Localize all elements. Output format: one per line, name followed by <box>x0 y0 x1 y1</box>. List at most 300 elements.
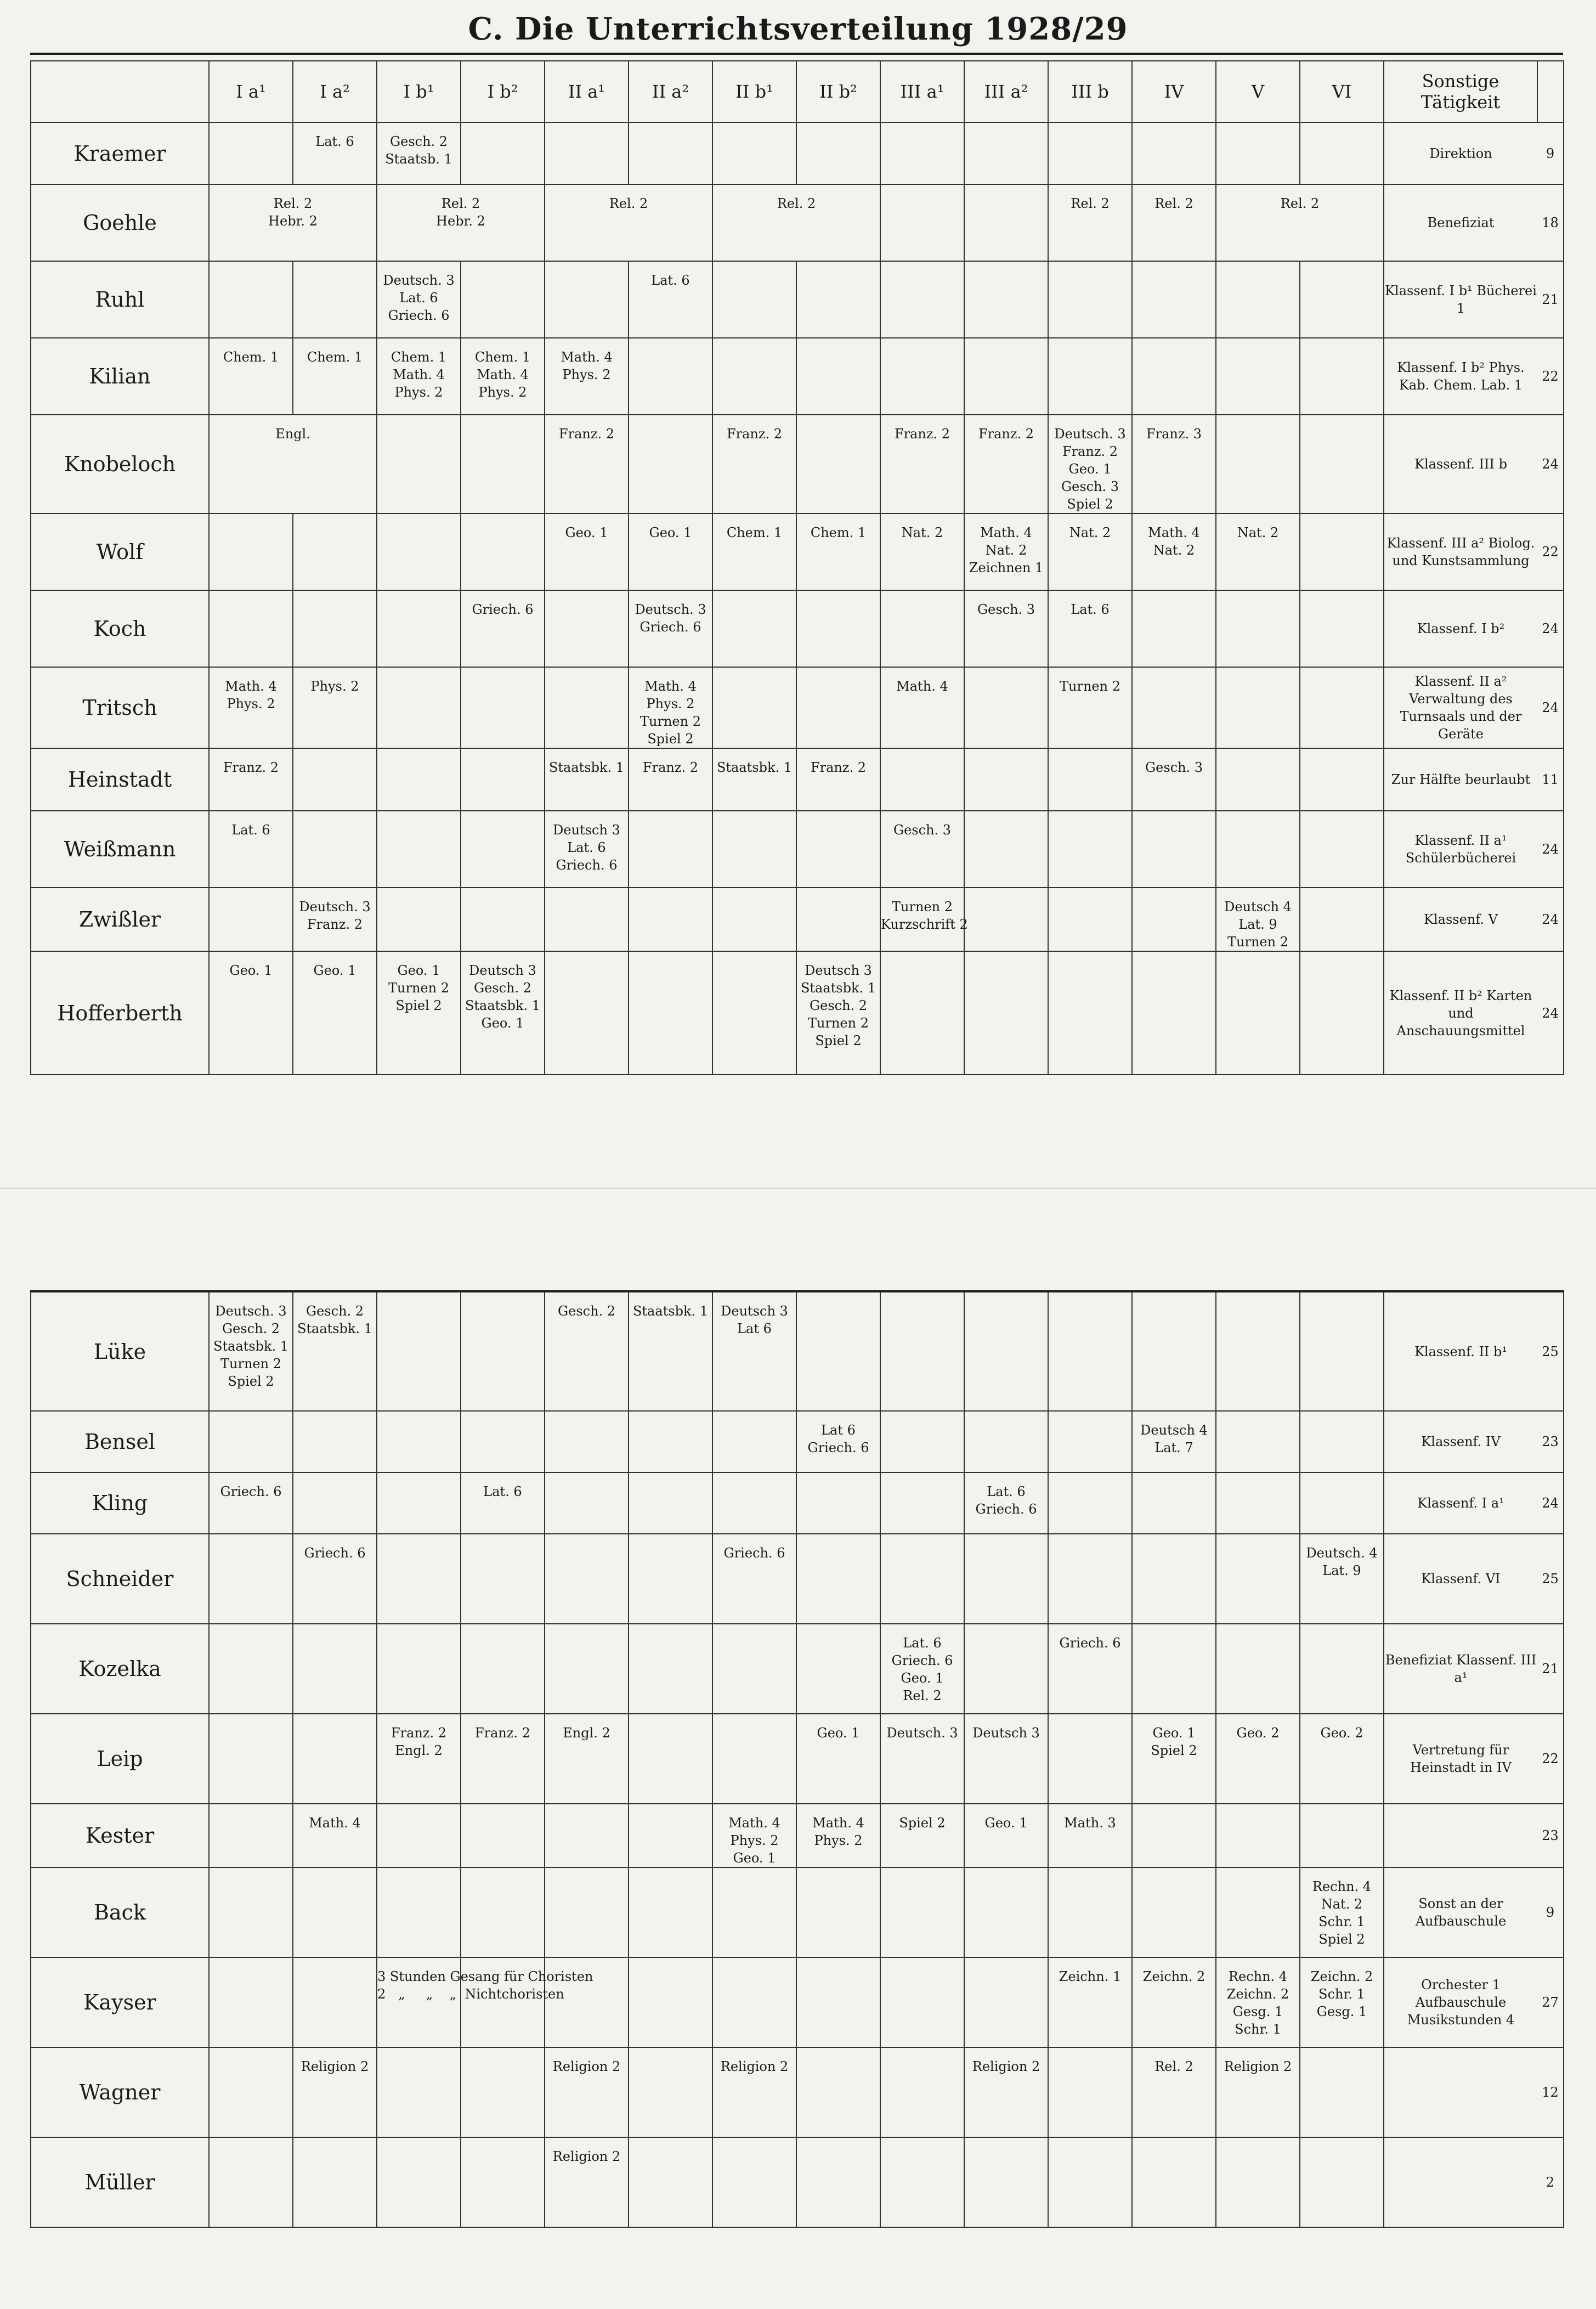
subject-cell: Lat. 6 <box>461 1472 545 1534</box>
total-header <box>1537 61 1564 122</box>
subject-cell <box>1216 1804 1300 1867</box>
subject-cell <box>796 1534 880 1624</box>
subject-cell <box>1216 1534 1300 1624</box>
subject-cell: Geo. 1 <box>964 1804 1048 1867</box>
subject-cell <box>1132 811 1216 888</box>
subject-cell <box>964 184 1048 261</box>
subject-cell <box>1300 811 1384 888</box>
subject-cell <box>1048 338 1132 415</box>
subject-cell <box>1132 1534 1216 1624</box>
subject-cell: Turnen 2 Kurzschrift 2 <box>880 888 964 951</box>
teacher-name: Back <box>31 1867 209 1957</box>
subject-cell: Deutsch. 3 <box>880 1714 964 1804</box>
hours-total: 2 <box>1537 2137 1564 2227</box>
subject-cell <box>629 122 712 184</box>
subject-cell: Math. 4 <box>880 667 964 748</box>
page-title: C. Die Unterrichtsverteilung 1928/29 <box>468 11 1128 47</box>
teacher-name: Koch <box>31 590 209 667</box>
subject-cell <box>461 2137 545 2227</box>
subject-cell <box>964 338 1048 415</box>
hours-total: 21 <box>1537 1624 1564 1714</box>
other-duty <box>1384 1804 1537 1867</box>
subject-cell <box>1300 1624 1384 1714</box>
hours-total: 9 <box>1537 1867 1564 1957</box>
subject-cell <box>1132 122 1216 184</box>
subject-cell <box>377 2137 461 2227</box>
teacher-name: Bensel <box>31 1411 209 1472</box>
other-duty: Klassenf. II b¹ <box>1384 1291 1537 1411</box>
subject-cell <box>712 1714 796 1804</box>
subject-cell <box>1048 2047 1132 2137</box>
subject-cell <box>209 513 293 590</box>
subject-cell: Rel. 2 <box>712 184 880 261</box>
subject-cell <box>293 513 377 590</box>
subject-cell <box>1132 590 1216 667</box>
teacher-name: Wagner <box>31 2047 209 2137</box>
subject-cell <box>1216 2137 1300 2227</box>
subject-cell: Franz. 2 Engl. 2 <box>377 1714 461 1804</box>
subject-cell <box>796 122 880 184</box>
subject-cell <box>461 513 545 590</box>
subject-cell <box>964 951 1048 1075</box>
hours-total: 24 <box>1537 667 1564 748</box>
subject-cell <box>796 2047 880 2137</box>
subject-cell <box>293 1714 377 1804</box>
hours-total: 24 <box>1537 1472 1564 1534</box>
subject-cell <box>629 1714 712 1804</box>
subject-cell <box>629 811 712 888</box>
teacher-name: Leip <box>31 1714 209 1804</box>
teacher-name: Heinstadt <box>31 748 209 811</box>
hours-total: 22 <box>1537 338 1564 415</box>
subject-cell <box>1300 951 1384 1075</box>
subject-cell: Rel. 2 Hebr. 2 <box>377 184 545 261</box>
hours-total: 24 <box>1537 811 1564 888</box>
subject-cell: Deutsch 3 Staatsbk. 1 Gesch. 2 Turnen 2 Spiel 2 <box>796 951 880 1075</box>
subject-cell <box>209 261 293 338</box>
subject-cell <box>461 2047 545 2137</box>
subject-cell <box>964 122 1048 184</box>
subject-cell: Rel. 2 <box>545 184 712 261</box>
subject-cell <box>377 888 461 951</box>
subject-cell <box>461 811 545 888</box>
subject-cell: Gesch. 3 <box>1132 748 1216 811</box>
subject-cell <box>1048 261 1132 338</box>
subject-cell: Phys. 2 <box>293 667 377 748</box>
hours-total: 22 <box>1537 1714 1564 1804</box>
column-header: II a² <box>629 61 712 122</box>
subject-cell <box>712 1472 796 1534</box>
hours-total: 11 <box>1537 748 1564 811</box>
subject-cell <box>1216 667 1300 748</box>
subject-cell <box>545 1534 629 1624</box>
teacher-row <box>31 1534 1564 1624</box>
subject-cell <box>880 261 964 338</box>
other-duty: Klassenf. II a² Verwaltung des Turnsaals und der Geräte <box>1384 667 1537 748</box>
subject-cell: Chem. 1 <box>712 513 796 590</box>
subject-cell <box>629 1957 712 2047</box>
subject-cell <box>1132 1291 1216 1411</box>
subject-cell <box>880 2047 964 2137</box>
subject-cell: Lat. 6 <box>209 811 293 888</box>
subject-cell <box>964 1534 1048 1624</box>
teacher-name: Hofferberth <box>31 951 209 1075</box>
subject-cell: Geo. 2 <box>1300 1714 1384 1804</box>
subject-cell: Nat. 2 <box>880 513 964 590</box>
subject-cell <box>629 1867 712 1957</box>
subject-cell <box>461 1534 545 1624</box>
subject-cell <box>545 122 629 184</box>
subject-cell: Math. 4 Phys. 2 Geo. 1 <box>712 1804 796 1867</box>
hours-total: 9 <box>1537 122 1564 184</box>
teacher-row <box>31 415 1564 513</box>
subject-cell <box>461 1291 545 1411</box>
teacher-name: Wolf <box>31 513 209 590</box>
teacher-row <box>31 338 1564 415</box>
subject-cell <box>1300 748 1384 811</box>
subject-cell: Math. 4 Phys. 2 Turnen 2 Spiel 2 <box>629 667 712 748</box>
subject-cell <box>796 590 880 667</box>
subject-cell: Griech. 6 <box>293 1534 377 1624</box>
subject-cell: Deutsch. 3 Gesch. 2 Staatsbk. 1 Turnen 2 Spiel 2 <box>209 1291 293 1411</box>
subject-cell <box>209 2137 293 2227</box>
hours-total: 18 <box>1537 184 1564 261</box>
subject-cell: 3 Stunden Gesang für Choristen 2 „ „ „ Nichtchoristen <box>377 1957 461 2047</box>
other-duty: Klassenf. VI <box>1384 1534 1537 1624</box>
teacher-name: Kraemer <box>31 122 209 184</box>
subject-cell: Chem. 1 Math. 4 Phys. 2 <box>377 338 461 415</box>
title-rule <box>30 53 1563 55</box>
subject-cell: Franz. 2 <box>461 1714 545 1804</box>
subject-cell <box>712 1867 796 1957</box>
subject-cell <box>796 1291 880 1411</box>
subject-cell <box>1300 2047 1384 2137</box>
subject-cell <box>712 1624 796 1714</box>
subject-cell <box>1132 1472 1216 1534</box>
subject-cell <box>1132 667 1216 748</box>
subject-cell <box>293 811 377 888</box>
subject-cell <box>1048 1534 1132 1624</box>
other-duty: Klassenf. I b¹ Bücherei 1 <box>1384 261 1537 338</box>
subject-cell: Gesch. 3 <box>964 590 1048 667</box>
subject-cell <box>880 1867 964 1957</box>
subject-cell <box>880 122 964 184</box>
subject-cell: Geo. 1 <box>629 513 712 590</box>
subject-cell: Gesch. 2 Staatsbk. 1 <box>293 1291 377 1411</box>
subject-cell <box>1132 1867 1216 1957</box>
subject-cell <box>1300 415 1384 513</box>
allocation-table-lower <box>30 1290 1564 2228</box>
subject-cell: Franz. 2 <box>209 748 293 811</box>
subject-cell <box>377 1624 461 1714</box>
other-duty: Klassenf. I b² <box>1384 590 1537 667</box>
subject-cell <box>1300 1291 1384 1411</box>
subject-cell <box>880 338 964 415</box>
subject-cell: Engl. 2 <box>545 1714 629 1804</box>
subject-cell <box>209 1804 293 1867</box>
column-header: VI <box>1300 61 1384 122</box>
subject-cell <box>712 951 796 1075</box>
subject-cell: Staatsbk. 1 <box>712 748 796 811</box>
subject-cell <box>293 1624 377 1714</box>
subject-cell <box>629 1624 712 1714</box>
teacher-row <box>31 513 1564 590</box>
subject-cell <box>629 2047 712 2137</box>
subject-cell: Math. 4 Nat. 2 <box>1132 513 1216 590</box>
teacher-row <box>31 261 1564 338</box>
subject-cell <box>880 184 964 261</box>
teacher-name: Ruhl <box>31 261 209 338</box>
subject-cell <box>293 1957 377 2047</box>
teacher-name: Weißmann <box>31 811 209 888</box>
hours-total: 25 <box>1537 1291 1564 1411</box>
subject-cell <box>545 590 629 667</box>
subject-cell: Zeichn. 1 <box>1048 1957 1132 2047</box>
teacher-row <box>31 2047 1564 2137</box>
subject-cell: Deutsch 3 Lat 6 <box>712 1291 796 1411</box>
subject-cell <box>1132 1804 1216 1867</box>
subject-cell <box>880 1411 964 1472</box>
teacher-name: Tritsch <box>31 667 209 748</box>
allocation-table-upper <box>30 60 1564 1075</box>
subject-cell <box>1216 811 1300 888</box>
teacher-name: Kayser <box>31 1957 209 2047</box>
subject-cell: Geo. 2 <box>1216 1714 1300 1804</box>
subject-cell <box>712 338 796 415</box>
subject-cell: Chem. 1 <box>796 513 880 590</box>
subject-cell <box>461 1804 545 1867</box>
subject-cell: Lat. 6 <box>293 122 377 184</box>
subject-cell: Math. 4 Phys. 2 <box>796 1804 880 1867</box>
teacher-name: Lüke <box>31 1291 209 1411</box>
teacher-row <box>31 811 1564 888</box>
subject-cell <box>293 590 377 667</box>
subject-cell <box>1216 1291 1300 1411</box>
subject-cell <box>209 1624 293 1714</box>
subject-cell <box>209 2047 293 2137</box>
subject-cell <box>1300 2137 1384 2227</box>
subject-cell: Griech. 6 <box>209 1472 293 1534</box>
teacher-name: Kilian <box>31 338 209 415</box>
subject-cell <box>209 888 293 951</box>
subject-cell: Lat 6 Griech. 6 <box>796 1411 880 1472</box>
subject-cell: Lat. 6 <box>1048 590 1132 667</box>
other-duty: Klassenf. IV <box>1384 1411 1537 1472</box>
teacher-name: Kozelka <box>31 1624 209 1714</box>
subject-cell: Religion 2 <box>545 2137 629 2227</box>
subject-cell <box>629 2137 712 2227</box>
teacher-row <box>31 888 1564 951</box>
subject-cell: Religion 2 <box>545 2047 629 2137</box>
subject-cell <box>1132 951 1216 1075</box>
subject-cell: Staatsbk. 1 <box>629 1291 712 1411</box>
other-header: Sonstige Tätigkeit <box>1384 61 1537 122</box>
subject-cell <box>377 590 461 667</box>
subject-cell <box>461 748 545 811</box>
subject-cell <box>880 1534 964 1624</box>
subject-cell: Franz. 2 <box>964 415 1048 513</box>
subject-cell <box>964 1957 1048 2047</box>
teacher-row <box>31 1411 1564 1472</box>
subject-cell: Lat. 6 Griech. 6 Geo. 1 Rel. 2 <box>880 1624 964 1714</box>
subject-cell: Geo. 1 <box>209 951 293 1075</box>
subject-cell <box>880 1291 964 1411</box>
subject-cell <box>964 1411 1048 1472</box>
subject-cell <box>796 261 880 338</box>
subject-cell <box>1048 1714 1132 1804</box>
subject-cell: Chem. 1 <box>293 338 377 415</box>
subject-cell <box>1300 1411 1384 1472</box>
subject-cell <box>964 1624 1048 1714</box>
subject-cell <box>796 415 880 513</box>
teacher-row <box>31 951 1564 1075</box>
subject-cell <box>461 888 545 951</box>
other-duty: Orchester 1 Aufbauschule Musikstunden 4 <box>1384 1957 1537 2047</box>
teacher-row <box>31 1867 1564 1957</box>
other-duty: Klassenf. I b² Phys. Kab. Chem. Lab. 1 <box>1384 338 1537 415</box>
subject-cell <box>461 415 545 513</box>
subject-cell <box>964 1867 1048 1957</box>
subject-cell: Deutsch. 3 Franz. 2 Geo. 1 Gesch. 3 Spiel 2 <box>1048 415 1132 513</box>
other-duty: Direktion <box>1384 122 1537 184</box>
subject-cell: Gesch. 2 Staatsb. 1 <box>377 122 461 184</box>
subject-cell <box>1216 1411 1300 1472</box>
subject-cell <box>1216 590 1300 667</box>
subject-cell: Griech. 6 <box>1048 1624 1132 1714</box>
subject-cell <box>1048 1291 1132 1411</box>
subject-cell: Deutsch 3 Gesch. 2 Staatsbk. 1 Geo. 1 <box>461 951 545 1075</box>
subject-cell <box>1048 888 1132 951</box>
subject-cell <box>1300 888 1384 951</box>
subject-cell <box>377 1534 461 1624</box>
hours-total: 24 <box>1537 415 1564 513</box>
subject-cell: Gesch. 3 <box>880 811 964 888</box>
subject-cell <box>293 1867 377 1957</box>
subject-cell <box>377 513 461 590</box>
subject-cell <box>545 261 629 338</box>
subject-cell <box>1300 590 1384 667</box>
subject-cell: Math. 4 Nat. 2 Zeichnen 1 <box>964 513 1048 590</box>
hours-total: 23 <box>1537 1804 1564 1867</box>
hours-total: 24 <box>1537 590 1564 667</box>
subject-cell <box>545 951 629 1075</box>
subject-cell <box>712 2137 796 2227</box>
subject-cell <box>377 748 461 811</box>
subject-cell: Nat. 2 <box>1216 513 1300 590</box>
subject-cell <box>377 1804 461 1867</box>
hours-total: 12 <box>1537 2047 1564 2137</box>
subject-cell <box>377 667 461 748</box>
subject-cell <box>461 1867 545 1957</box>
subject-cell <box>1048 2137 1132 2227</box>
subject-cell <box>712 811 796 888</box>
column-header: III a¹ <box>880 61 964 122</box>
subject-cell: Lat. 6 <box>629 261 712 338</box>
teacher-row <box>31 667 1564 748</box>
subject-cell <box>796 667 880 748</box>
subject-cell <box>1132 261 1216 338</box>
subject-cell <box>545 1867 629 1957</box>
subject-cell <box>964 261 1048 338</box>
subject-cell: Religion 2 <box>1216 2047 1300 2137</box>
column-header: III b <box>1048 61 1132 122</box>
teacher-row <box>31 1472 1564 1534</box>
subject-cell <box>880 1957 964 2047</box>
subject-cell <box>545 1472 629 1534</box>
subject-cell: Deutsch. 3 Lat. 6 Griech. 6 <box>377 261 461 338</box>
column-header: IV <box>1132 61 1216 122</box>
subject-cell: Rel. 2 <box>1132 2047 1216 2137</box>
subject-cell: Deutsch 4 Lat. 9 Turnen 2 <box>1216 888 1300 951</box>
subject-cell: Rel. 2 <box>1048 184 1132 261</box>
teacher-name: Kester <box>31 1804 209 1867</box>
other-duty: Klassenf. II a¹ Schülerbücherei <box>1384 811 1537 888</box>
subject-cell <box>209 1411 293 1472</box>
subject-cell <box>796 811 880 888</box>
subject-cell <box>1216 338 1300 415</box>
column-header: II a¹ <box>545 61 629 122</box>
subject-cell <box>796 2137 880 2227</box>
column-header: I a² <box>293 61 377 122</box>
subject-cell: Spiel 2 <box>880 1804 964 1867</box>
subject-cell <box>377 811 461 888</box>
subject-cell: Turnen 2 <box>1048 667 1132 748</box>
other-duty: Klassenf. III a² Biolog. und Kunstsammlung <box>1384 513 1537 590</box>
other-duty: Zur Hälfte beurlaubt <box>1384 748 1537 811</box>
subject-cell <box>1300 667 1384 748</box>
subject-cell <box>461 1411 545 1472</box>
subject-cell <box>1216 261 1300 338</box>
subject-cell <box>545 888 629 951</box>
subject-cell: Deutsch 3 Lat. 6 Griech. 6 <box>545 811 629 888</box>
subject-cell <box>629 338 712 415</box>
subject-cell <box>1048 122 1132 184</box>
teacher-name: Schneider <box>31 1534 209 1624</box>
subject-cell: Math. 3 <box>1048 1804 1132 1867</box>
fold-line <box>0 1188 1596 1189</box>
hours-total: 24 <box>1537 951 1564 1075</box>
subject-cell <box>712 1411 796 1472</box>
other-duty: Sonst an der Aufbauschule <box>1384 1867 1537 1957</box>
subject-cell <box>209 1867 293 1957</box>
subject-cell <box>629 888 712 951</box>
subject-cell <box>1300 122 1384 184</box>
other-duty <box>1384 2137 1537 2227</box>
subject-cell <box>1048 1867 1132 1957</box>
subject-cell <box>796 1957 880 2047</box>
hours-total: 21 <box>1537 261 1564 338</box>
subject-cell <box>545 667 629 748</box>
hours-total: 24 <box>1537 888 1564 951</box>
subject-cell <box>293 748 377 811</box>
other-duty: Klassenf. III b <box>1384 415 1537 513</box>
subject-cell <box>461 1624 545 1714</box>
teacher-row <box>31 590 1564 667</box>
subject-cell <box>796 888 880 951</box>
teacher-row <box>31 1624 1564 1714</box>
column-header: III a² <box>964 61 1048 122</box>
column-header: V <box>1216 61 1300 122</box>
subject-cell: Deutsch. 3 Griech. 6 <box>629 590 712 667</box>
column-header: I b¹ <box>377 61 461 122</box>
subject-cell <box>712 122 796 184</box>
subject-cell: Zeichn. 2 <box>1132 1957 1216 2047</box>
subject-cell <box>880 748 964 811</box>
subject-cell <box>1300 1472 1384 1534</box>
subject-cell <box>377 1411 461 1472</box>
subject-cell: Lat. 6 Griech. 6 <box>964 1472 1048 1534</box>
subject-cell <box>545 1804 629 1867</box>
